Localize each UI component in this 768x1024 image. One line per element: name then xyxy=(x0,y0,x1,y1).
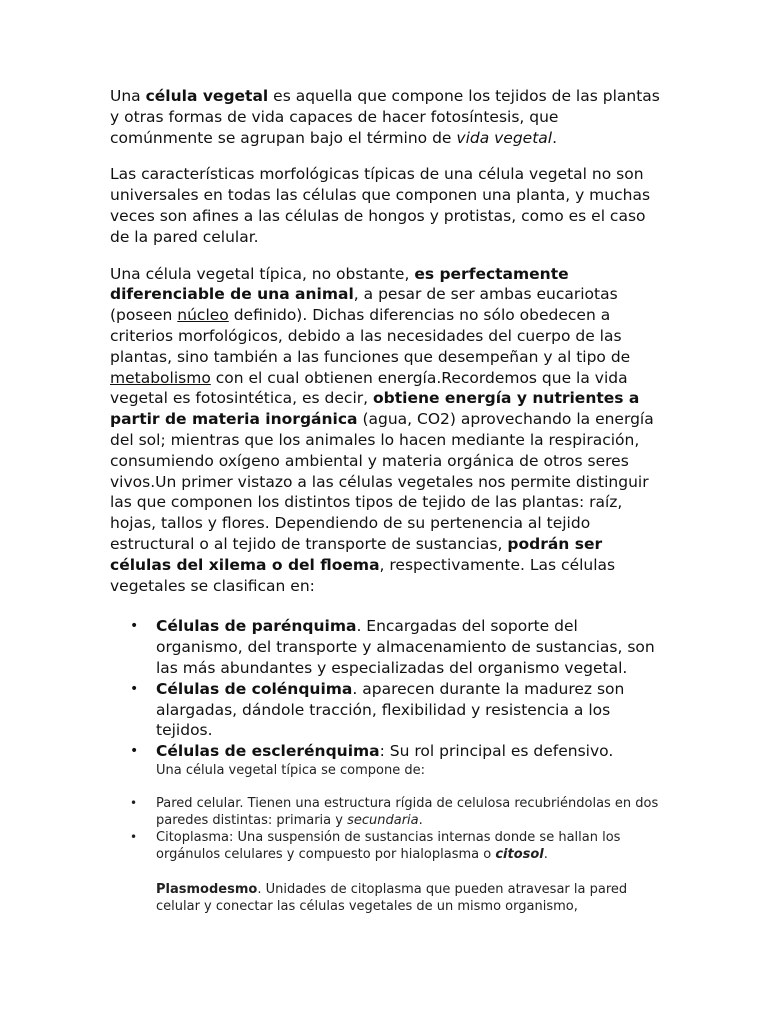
list-item-term: Células de parénquima xyxy=(156,617,357,636)
p1-text-e: . xyxy=(552,128,558,147)
list-item-term: Pared celular xyxy=(156,795,240,811)
list-item-text: . aparecen durante la madurez son alargadas, dándole tracción, flexibilidad y resistencia a los tejidos. xyxy=(156,679,625,740)
list-item xyxy=(110,679,660,741)
list-item-italic: citosol xyxy=(495,846,544,862)
list-item xyxy=(110,616,660,678)
list-item-text: : Su rol principal es defensivo. xyxy=(379,742,614,761)
list-item xyxy=(110,741,660,762)
p3-bold-h: obtiene energía y nutrientes a partir de materia inorgánica xyxy=(110,389,640,429)
p3-text-i: (agua, CO2) aprovechando la energía del sol; mientras que los animales lo hacen mediante la respiración, consumiendo oxígeno ambiental y materia orgánica de otros seres vivos.Un primer vistazo a las células vegetales nos permite distinguir las que componen los distintos tipos de tejido de las plantas: raíz, hojas, tallos y flores. Dependiendo de su pertenencia al tejido estructural o al tejido de transporte de sustancias, xyxy=(110,410,654,553)
list-item-tail: . xyxy=(543,846,548,862)
p3-text-c: , a pesar de ser ambas eucariotas (poseen xyxy=(110,285,618,325)
components-intro: Una célula vegetal típica se compone de: xyxy=(156,762,426,778)
plasmodesmo-paragraph xyxy=(110,881,660,915)
plasmodesmo-text: . Unidades de citoplasma que pueden atravesar la pared celular y conectar las células vegetales de un mismo organismo, xyxy=(156,881,628,914)
list-item-text: . Tienen una estructura rígida de celulosa recubriéndolas en dos paredes distintas: primaria y xyxy=(156,795,659,828)
p3-bold-b: es perfectamente diferenciable de una animal xyxy=(110,264,569,304)
p1-italic-term: vida vegetal xyxy=(456,128,553,147)
bullet-icon: • xyxy=(130,829,138,844)
nucleo-link[interactable]: núcleo xyxy=(177,306,229,325)
bullet-icon: • xyxy=(130,618,139,635)
list-item xyxy=(110,795,660,829)
list-item-text: . Encargadas del soporte del organismo, del transporte y almacenamiento de sustancias, son las más abundantes y especializadas del organismo vegetal. xyxy=(156,617,655,677)
metabolismo-link[interactable]: metabolismo xyxy=(110,368,211,387)
p1-bold-term: célula vegetal xyxy=(145,87,269,105)
plasmodesmo-term: Plasmodesmo xyxy=(156,881,258,897)
p3-text-g: con el cual obtienen energía.Recordemos que la vida vegetal es fotosintética, es decir, xyxy=(110,368,628,408)
p1-text-c: es aquella que compone los tejidos de las plantas y otras formas de vida capaces de hacer fotosíntesis, que comúnmente se agrupan bajo el término de xyxy=(110,87,660,147)
p1-text-a: Una xyxy=(110,87,146,105)
p3-bold-j: podrán ser células del xilema o del floema xyxy=(110,534,603,574)
p3-text-e: definido). Dichas diferencias no sólo obedecen a criterios morfológicos, debido a las necesidades del cuerpo de las plantas, sino también a las funciones que desempeñan y al tipo de xyxy=(110,306,631,366)
paragraph-characteristics: Las características morfológicas típicas de una célula vegetal no son universales en todas las células que componen una planta, y muchas veces son afines a las células de hongos y protistas, como es el caso de la pared celular. xyxy=(110,165,651,246)
list-item-tail: . xyxy=(418,812,423,828)
p3-text-k: , respectivamente. Las células vegetales se clasifican en: xyxy=(110,555,616,595)
list-item xyxy=(110,829,660,863)
list-item-text: : Una suspensión de sustancias internas donde se hallan los orgánulos celulares y compuesto por hialoplasma o xyxy=(156,829,621,862)
paragraph-intro xyxy=(110,86,660,148)
bullet-icon: • xyxy=(130,680,139,697)
components-list xyxy=(110,795,660,863)
list-item-term: Citoplasma xyxy=(156,829,229,845)
list-item-term: Células de colénquima xyxy=(156,679,353,698)
paragraph-differences xyxy=(110,264,660,597)
list-item-italic: secundaria xyxy=(347,812,419,828)
bullet-icon: • xyxy=(130,743,139,760)
list-item-term: Células de esclerénquima xyxy=(156,742,380,761)
bullet-icon: • xyxy=(130,795,138,810)
document-page xyxy=(110,86,660,915)
cell-types-list xyxy=(110,616,660,762)
p3-text-a: Una célula vegetal típica, no obstante, xyxy=(110,264,415,283)
